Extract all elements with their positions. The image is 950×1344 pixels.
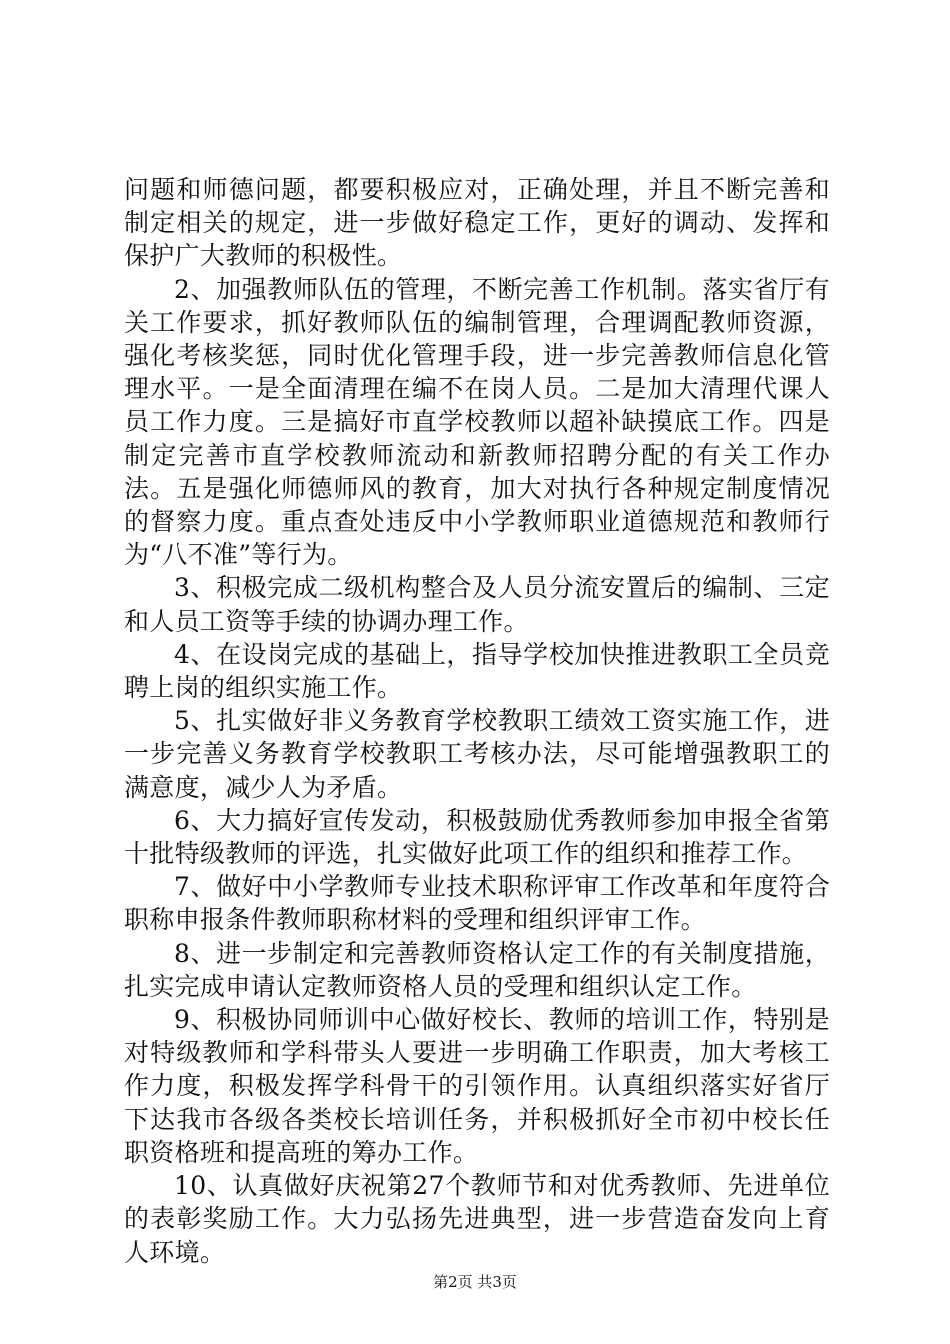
paragraph-item-8: 8、进一步制定和完善教师资格认定工作的有关制度措施，扎实完成申请认定教师资格人员的受理和组织认定工作。 bbox=[124, 938, 830, 1001]
paragraph-item-4: 4、在设岗完成的基础上，指导学校加快推进教职工全员竞聘上岗的组织实施工作。 bbox=[124, 639, 830, 703]
paragraph-continuation: 问题和师德问题，都要积极应对，正确处理，并且不断完善和制定相关的规定，进一步做好稳定工作，更好的调动、发挥和保护广大教师的积极性。 bbox=[124, 175, 830, 271]
paragraph-item-10: 10、认真做好庆祝第27个教师节和对优秀教师、先进单位的表彰奖励工作。大力弘扬先进典型，进一步营造奋发向上育人环境。 bbox=[124, 1171, 830, 1267]
paragraph-item-2: 2、加强教师队伍的管理，不断完善工作机制。落实省厅有关工作要求，抓好教师队伍的编制管理，合理调配教师资源，强化考核奖惩，同时优化管理手段，进一步完善教师信息化管理水平。一是全面清理在编不在岗人员。二是加大清理代课人员工作力度。三是搞好市直学校教师以超补缺摸底工作。四是制定完善市直学校教师流动和新教师招聘分配的有关工作办法。五是强化师德师风的教育，加大对执行各种规定制度情况的督察力度。重点查处违反中小学教师职业道德规范和教师行为“八不准”等行为。 bbox=[124, 274, 830, 570]
page-footer: 第2页 共3页 bbox=[433, 1273, 517, 1291]
paragraph-item-5: 5、扎实做好非义务教育学校教职工绩效工资实施工作，进一步完善义务教育学校教职工考核办法，尽可能增强教职工的满意度，减少人为矛盾。 bbox=[124, 706, 830, 802]
paragraph-item-6: 6、大力搞好宣传发动，积极鼓励优秀教师参加申报全省第十批特级教师的评选，扎实做好此项工作的组织和推荐工作。 bbox=[124, 805, 830, 869]
paragraph-item-3: 3、积极完成二级机构整合及人员分流安置后的编制、三定和人员工资等手续的协调办理工作。 bbox=[124, 573, 830, 636]
paragraph-item-9: 9、积极协同师训中心做好校长、教师的培训工作，特别是对特级教师和学科带头人要进一步明确工作职责，加大考核工作力度，积极发挥学科骨干的引领作用。认真组织落实好省厅下达我市各级各类校长培训任务，并积极抓好全市初中校长任职资格班和提高班的筹办工作。 bbox=[124, 1005, 830, 1167]
document-body bbox=[124, 173, 830, 1269]
paragraph-item-7: 7、做好中小学教师专业技术职称评审工作改革和年度符合职称申报条件教师职称材料的受理和组织评审工作。 bbox=[124, 872, 830, 935]
